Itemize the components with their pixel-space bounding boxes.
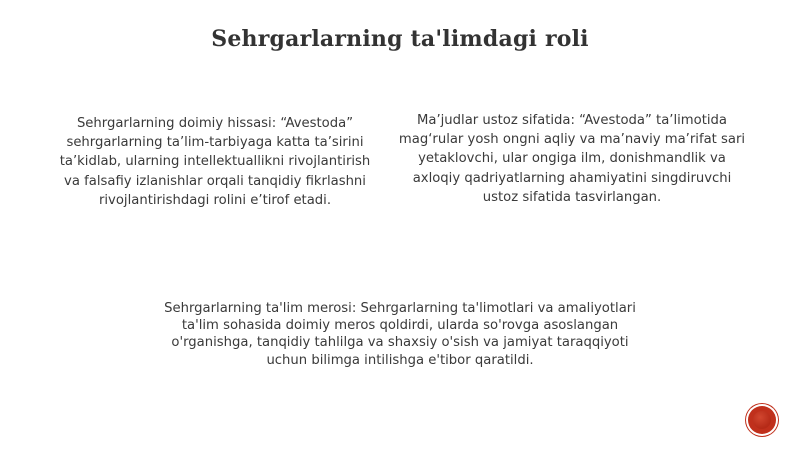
text-block-right: Ma’judlar ustoz sifatida: “Avestoda” ta’limotida mag‘rular yosh ongni aqliy va ma’naviy ma’rifat sari yetaklovchi, ular ongiga ilm, donishmandlik va axloqiy qadriyatlarning ahamiyatini singdiruvchi ustoz sifatida tasvirlangan. bbox=[398, 113, 746, 205]
slide-title: Sehrgarlarning ta'limdagi roli bbox=[211, 26, 589, 52]
slide-nav-button[interactable] bbox=[748, 406, 776, 434]
text-block-left: Sehrgarlarning doimiy hissasi: “Avestoda” sehrgarlarning ta’lim-tarbiyaga katta ta’sirini ta’kidlab, ularning intellektuallikni rivojlantirish va falsafiy izlanishlar orqali tanqidiy fikrlashni rivojlantirishdagi rolini e’tirof etadi. bbox=[59, 116, 371, 208]
text-block-bottom: Sehrgarlarning ta'lim merosi: Sehrgarlarning ta'limotlari va amaliyotlari ta'lim sohasida doimiy meros qoldirdi, ularda so'rovga asoslangan o'rganishga, tanqidiy tahlilga va shaxsiy o'sish va jamiyat taraqqiyoti uchun bilimga intilishga e'tibor qaratildi. bbox=[164, 301, 636, 368]
